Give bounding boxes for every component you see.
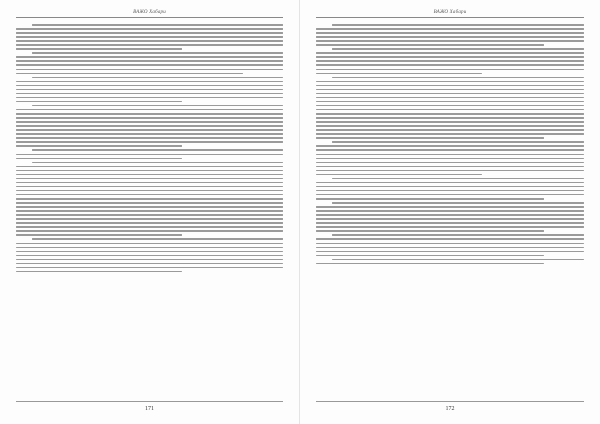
text-line [316, 97, 584, 99]
text-line [316, 121, 584, 123]
text-line [16, 267, 283, 269]
text-line [16, 129, 283, 131]
text-line [16, 81, 283, 83]
text-line [316, 133, 584, 135]
paragraph [316, 48, 584, 74]
text-line [32, 149, 283, 151]
right-page [300, 0, 600, 424]
text-line [16, 89, 283, 91]
text-line [316, 40, 584, 42]
text-line [16, 109, 283, 111]
text-line [316, 214, 584, 216]
text-line [16, 222, 283, 224]
text-line [316, 198, 544, 200]
text-line [316, 56, 584, 58]
text-line [332, 141, 584, 143]
text-line [316, 81, 584, 83]
text-line [16, 85, 283, 87]
text-line [316, 64, 584, 66]
text-line [316, 145, 584, 147]
text-line [16, 137, 283, 139]
text-line [16, 271, 182, 273]
text-line [316, 60, 584, 62]
text-line [316, 105, 584, 107]
text-line [16, 117, 283, 119]
text-line [332, 178, 584, 180]
text-line [16, 154, 283, 156]
paragraph [16, 77, 283, 103]
text-line [16, 247, 283, 249]
paragraph [16, 149, 283, 159]
running-head: ВАЖО Хабари [316, 10, 584, 18]
paragraph [316, 202, 584, 232]
text-line [16, 101, 182, 103]
text-line [16, 234, 182, 236]
text-line [316, 230, 544, 232]
text-line [316, 117, 584, 119]
paragraph [16, 24, 283, 50]
text-line [332, 77, 584, 79]
text-line [316, 113, 584, 115]
right-page-body [316, 24, 584, 264]
page-number: 171 [145, 406, 154, 412]
text-line [316, 69, 584, 71]
text-line [316, 154, 584, 156]
text-line [316, 89, 584, 91]
text-line [32, 52, 283, 54]
text-line [316, 85, 584, 87]
text-line [32, 162, 283, 164]
paragraph [16, 105, 283, 147]
text-line [16, 125, 283, 127]
text-line [16, 145, 182, 147]
text-line [16, 69, 283, 71]
text-line [316, 218, 584, 220]
paragraph [316, 178, 584, 200]
text-line [316, 109, 584, 111]
text-line [16, 206, 283, 208]
text-line [316, 174, 482, 176]
text-line [316, 137, 544, 139]
text-line [316, 243, 584, 245]
text-line [316, 210, 584, 212]
text-line [316, 206, 584, 208]
text-line [16, 73, 243, 75]
text-line [16, 255, 283, 257]
text-line [316, 194, 584, 196]
text-line [316, 255, 544, 257]
text-line [16, 214, 283, 216]
text-line [16, 133, 283, 135]
text-line [316, 170, 584, 172]
text-line [16, 186, 283, 188]
text-line [316, 73, 482, 75]
paragraph [316, 141, 584, 175]
text-line [316, 190, 584, 192]
text-line [16, 174, 283, 176]
text-line [16, 121, 283, 123]
text-line [316, 36, 584, 38]
text-line [332, 48, 584, 50]
text-line [16, 60, 283, 62]
paragraph [316, 234, 584, 256]
text-line [16, 218, 283, 220]
text-line [16, 230, 283, 232]
text-line [16, 202, 283, 204]
text-line [316, 263, 544, 265]
text-line [316, 32, 584, 34]
text-line [16, 263, 283, 265]
footer-rule [316, 401, 584, 402]
text-line [316, 149, 584, 151]
text-line [16, 64, 283, 66]
page-number: 172 [445, 406, 455, 412]
text-line [316, 93, 584, 95]
text-line [16, 182, 283, 184]
text-line [16, 158, 182, 160]
text-line [316, 166, 584, 168]
text-line [332, 234, 584, 236]
footer-rule [16, 401, 283, 402]
paragraph [16, 238, 283, 272]
paragraph [16, 52, 283, 74]
paragraph [316, 259, 584, 265]
text-line [316, 129, 584, 131]
text-line [332, 202, 584, 204]
text-line [32, 238, 283, 240]
text-line [32, 77, 283, 79]
text-line [316, 158, 584, 160]
text-line [316, 186, 584, 188]
text-line [16, 178, 283, 180]
left-page-body [16, 24, 283, 272]
text-line [316, 101, 584, 103]
text-line [16, 141, 283, 143]
text-line [16, 194, 283, 196]
text-line [16, 243, 283, 245]
text-line [16, 166, 283, 168]
text-line [16, 48, 182, 50]
text-line [316, 247, 584, 249]
text-line [16, 210, 283, 212]
text-line [16, 28, 283, 30]
text-line [32, 105, 283, 107]
text-line [16, 226, 283, 228]
text-line [316, 125, 584, 127]
text-line [332, 24, 584, 26]
text-line [316, 162, 584, 164]
text-line [332, 259, 584, 261]
text-line [16, 113, 283, 115]
text-line [316, 182, 584, 184]
text-line [316, 251, 584, 253]
text-line [16, 36, 283, 38]
text-line [316, 44, 544, 46]
text-line [16, 190, 283, 192]
paragraph [316, 24, 584, 46]
text-line [16, 97, 283, 99]
text-line [16, 44, 283, 46]
text-line [316, 238, 584, 240]
text-line [16, 40, 283, 42]
text-line [16, 251, 283, 253]
text-line [316, 226, 584, 228]
text-line [16, 198, 283, 200]
text-line [316, 28, 584, 30]
running-head: ВАЖО Хабари [16, 10, 283, 18]
text-line [16, 56, 283, 58]
text-line [16, 259, 283, 261]
paragraph [316, 77, 584, 139]
text-line [16, 93, 283, 95]
text-line [16, 32, 283, 34]
text-line [316, 52, 584, 54]
paragraph [16, 162, 283, 236]
text-line [316, 222, 584, 224]
text-line [32, 24, 283, 26]
text-line [16, 170, 283, 172]
